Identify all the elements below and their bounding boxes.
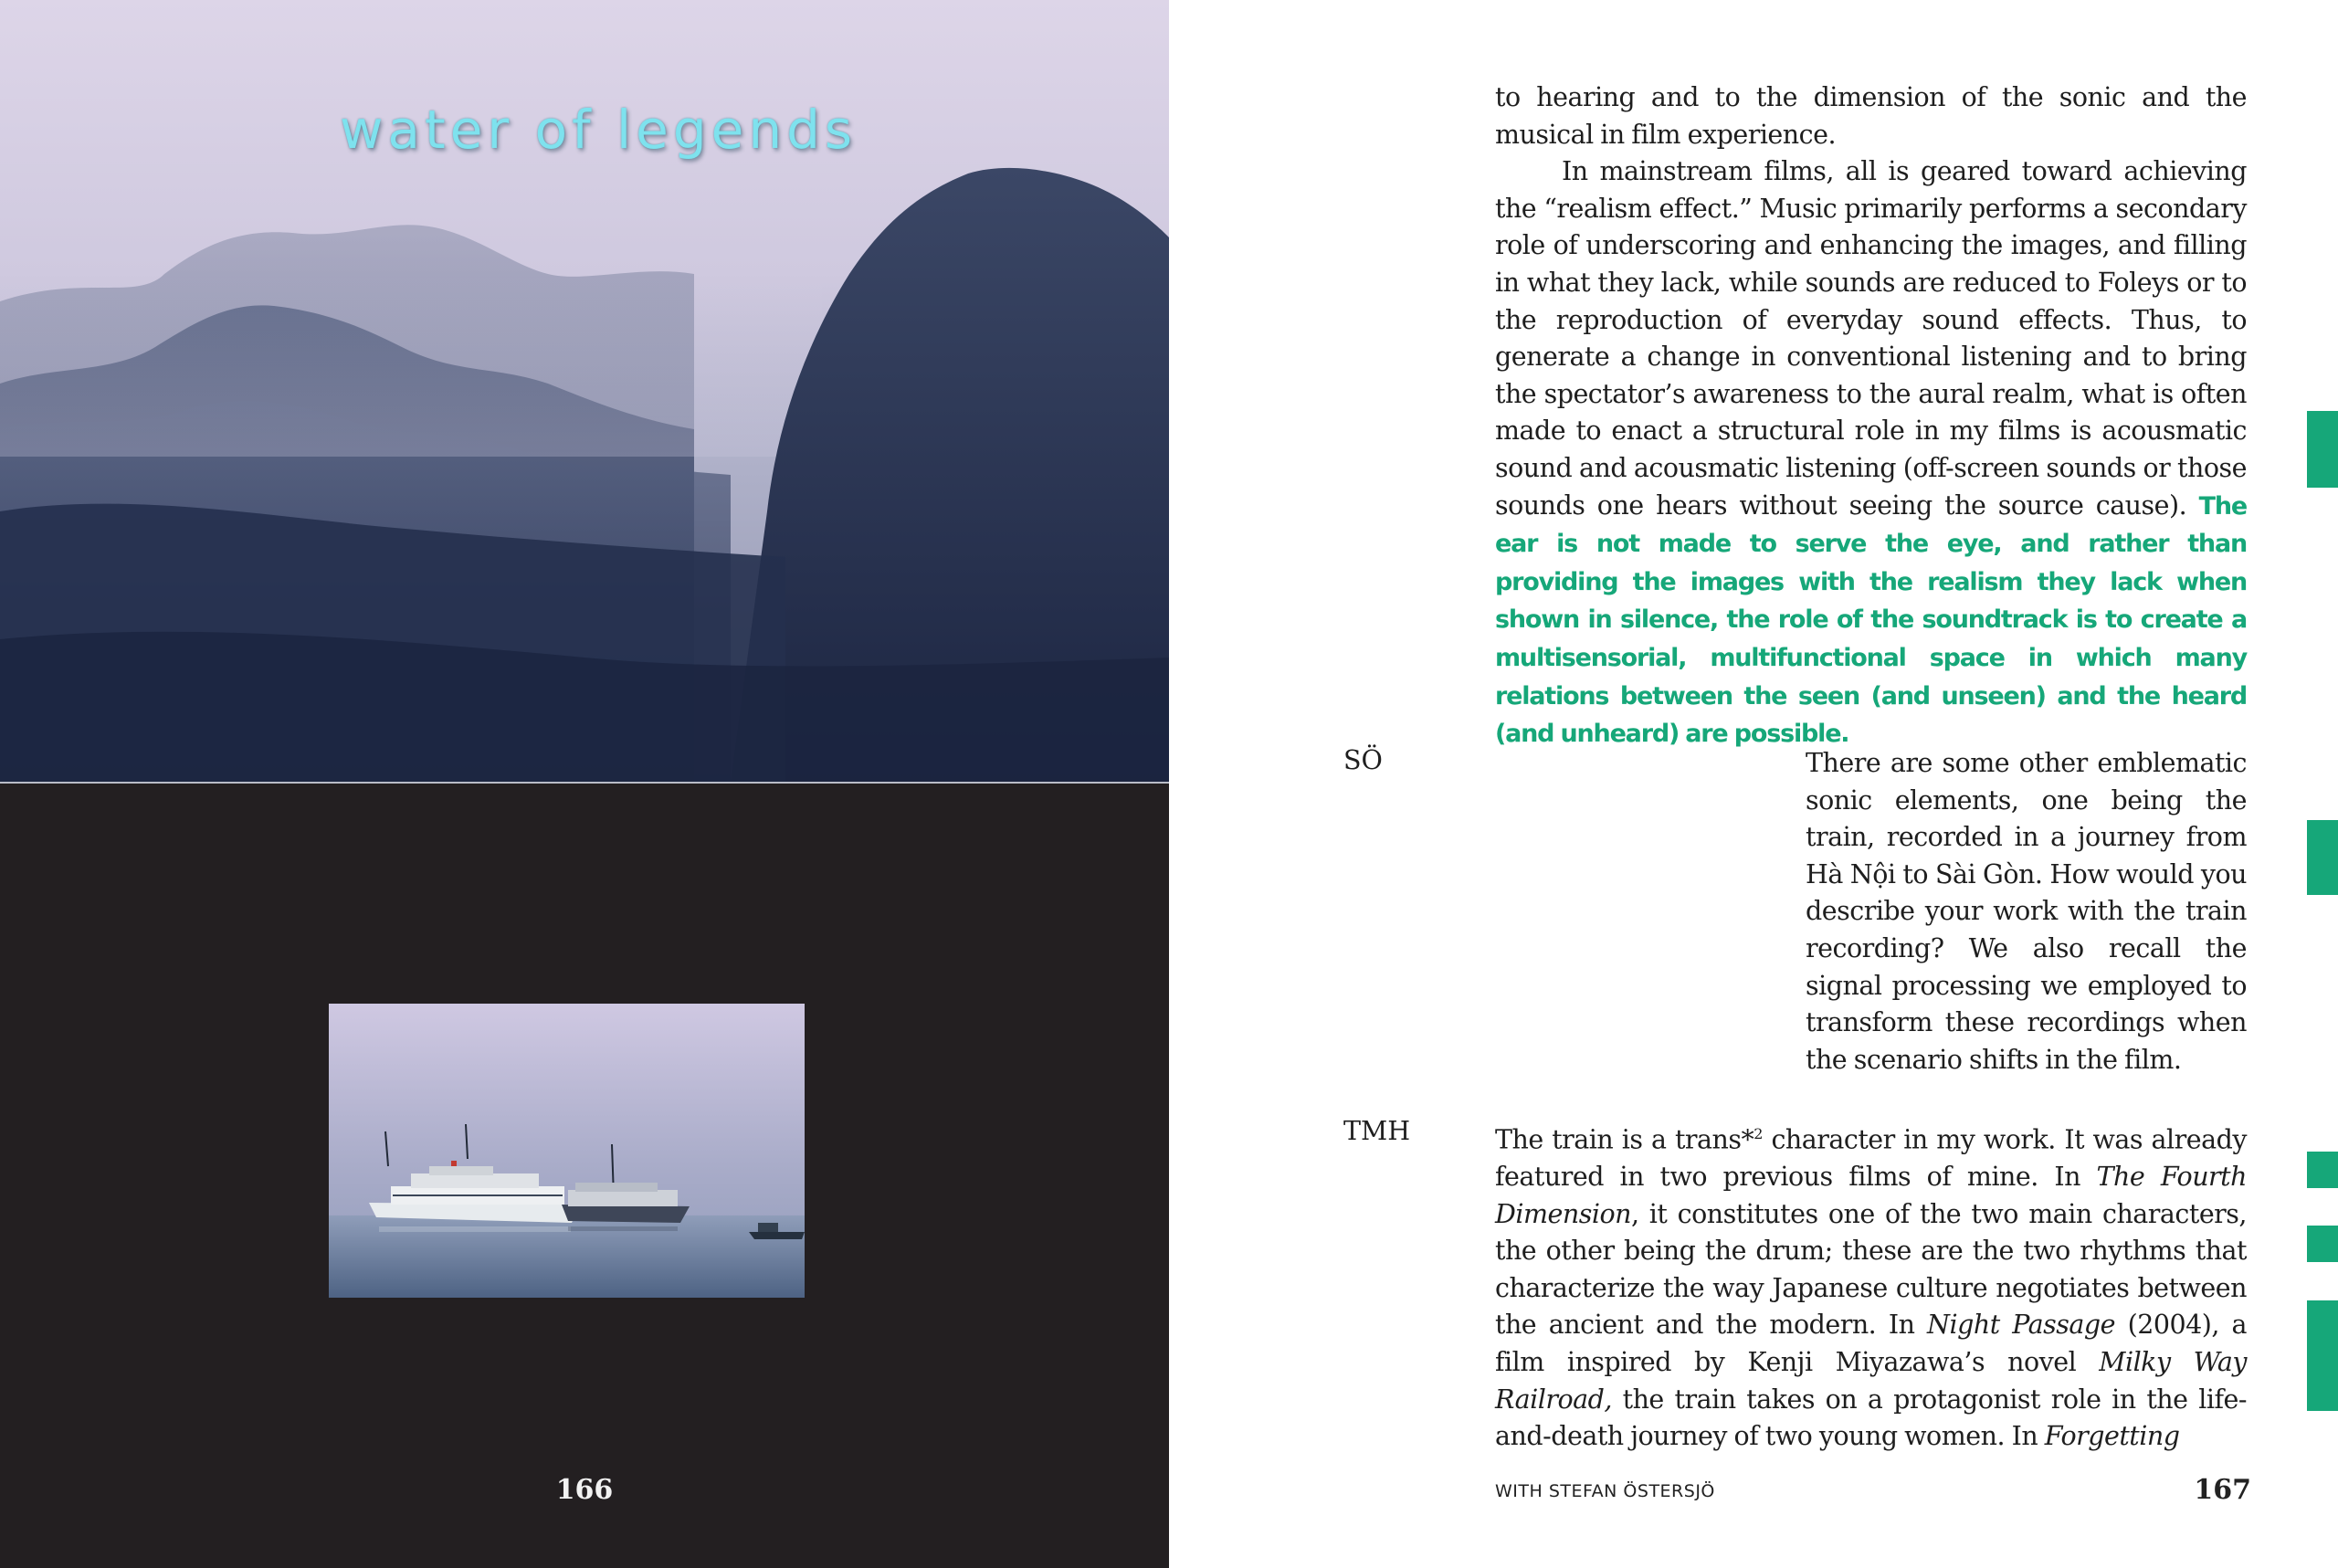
answer-text-4: (2004), a film inspired by Kenji Miyazawa’s novel bbox=[1495, 1310, 2248, 1378]
film-title: water of legends bbox=[340, 99, 858, 161]
speaker-label-so: SÖ bbox=[1343, 745, 1383, 775]
boats-in-mist-image bbox=[329, 1004, 805, 1298]
question-text: There are some other emblematic sonic elements, one being the train, recorded in a journey from Hà Nội to Sài Gòn. How would you describe your work with the train recording? We also recall the signal processing we employed to transform these recordings when the scenario shifts in the film. bbox=[1806, 748, 2247, 1075]
answer-text-block bbox=[1495, 1116, 2247, 1456]
answer-text-1: The train is a trans* bbox=[1495, 1124, 1754, 1155]
paragraph-continuation: to hearing and to the dimension of the sonic and the musical in film experience. bbox=[1495, 82, 2247, 150]
paragraph-plain-text: In mainstream films, all is geared toward achieving the “realism effect.” Music primarily performs a secondary role of underscoring and enhancing the images, and filling in what they lack, while sounds are reduced to Foleys or to the reproduction of everyday sound effects. Thus, to generate a change in conventional listening and to bring the spectator’s awareness to the aural realm, what is often made to enact a structural role in my films is acousmatic sound and acousmatic listening (off-screen sounds or those sounds one hears without seeing the source cause). bbox=[1495, 156, 2247, 521]
edge-tab-2 bbox=[2307, 820, 2338, 895]
boat-photo bbox=[329, 1004, 805, 1298]
answer-paragraph bbox=[1495, 1116, 2247, 1456]
page-number-right: 167 bbox=[2194, 1474, 2251, 1506]
running-head: WITH STEFAN ÖSTERSJÖ bbox=[1495, 1481, 1715, 1501]
film-title-night-passage: Night Passage bbox=[1927, 1310, 2115, 1341]
edge-tab-5 bbox=[2307, 1300, 2338, 1411]
film-title-fourth-dimension: The Fourth Dimension bbox=[1495, 1162, 2247, 1229]
question-text-block bbox=[1806, 745, 2247, 1079]
answer-text-3: , it constitutes one of the two main characters, the other being the drum; these are the two rhythms that characterize the way Japanese culture negotiates between the ancient and the modern. In bbox=[1495, 1198, 2247, 1341]
film-still-misty-mountains bbox=[0, 0, 1169, 784]
answer-text-5: the train takes on a protagonist role in the life-and-death journey of two young women. In bbox=[1495, 1384, 2247, 1452]
answer-text-2: character in my work. It was already featured in two previous films of mine. In bbox=[1495, 1124, 2247, 1193]
continued-answer-text bbox=[1495, 79, 2247, 753]
novel-title-milky-way: Milky Way Railroad, bbox=[1495, 1347, 2247, 1415]
paragraph-mainstream-films bbox=[1495, 153, 2247, 753]
edge-tab-4 bbox=[2307, 1226, 2338, 1262]
edge-tab-1 bbox=[2307, 411, 2338, 488]
speaker-label-tmh: TMH bbox=[1343, 1116, 1411, 1146]
page-number-left: 166 bbox=[555, 1474, 614, 1506]
film-title-forgetting: Forgetting bbox=[2044, 1421, 2180, 1452]
right-page bbox=[1169, 0, 2338, 1568]
footnote-ref: 2 bbox=[1754, 1125, 1763, 1142]
highlighted-quote: The ear is not made to serve the eye, and rather than providing the images with the realism they lack when shown in silence, the role of the soundtrack is to create a multisensorial, multifunctional space in which many relations between the seen (and unseen) and the heard (and unheard) are possible. bbox=[1495, 491, 2247, 749]
edge-tab-3 bbox=[2307, 1152, 2338, 1188]
